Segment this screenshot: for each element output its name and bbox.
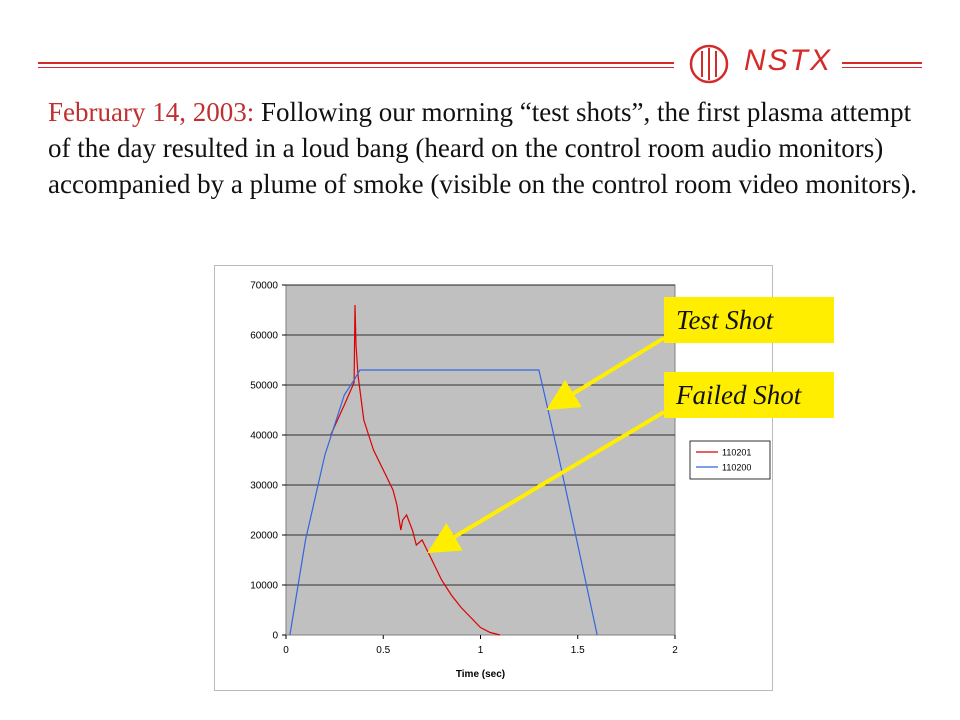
- header-rule-left-lower: [38, 67, 674, 68]
- x-tick-label: 2: [672, 645, 678, 656]
- y-tick-label: 0: [272, 630, 278, 642]
- header-rule-right: [842, 62, 922, 64]
- x-tick-label: 0.5: [376, 645, 391, 656]
- x-tick-label: 0: [283, 645, 289, 656]
- logo-text: NSTX: [744, 44, 833, 77]
- x-tick-label: 1: [477, 645, 484, 656]
- y-tick-label: 70000: [250, 280, 278, 292]
- y-tick-label: 30000: [250, 480, 278, 492]
- intro-text: Following our morning “test shots”, the first plasma attempt of the day resulted in a loud bang (heard on the control room audio monitors) accompanied by a plume of smoke (visible on the control room video monitors).: [48, 97, 918, 199]
- legend-label: 110200: [722, 462, 752, 473]
- failed-shot-callout: Failed Shot: [664, 372, 834, 418]
- header-rule-right-lower: [842, 67, 922, 68]
- y-tick-label: 10000: [250, 580, 278, 592]
- test-shot-callout: Test Shot: [664, 297, 834, 343]
- legend-label: 110201: [722, 447, 752, 458]
- x-axis-label: Time (sec): [455, 669, 506, 680]
- y-tick-label: 40000: [250, 430, 278, 442]
- intro-date: February 14, 2003:: [48, 97, 255, 127]
- plot-area: [286, 285, 675, 635]
- chart-legend: [690, 441, 770, 479]
- y-tick-label: 20000: [250, 530, 278, 542]
- y-tick-label: 50000: [250, 380, 278, 392]
- intro-paragraph: [48, 94, 918, 202]
- y-tick-label: 60000: [250, 330, 278, 342]
- header-rule-left: [38, 62, 674, 64]
- x-tick-label: 1.5: [570, 645, 585, 656]
